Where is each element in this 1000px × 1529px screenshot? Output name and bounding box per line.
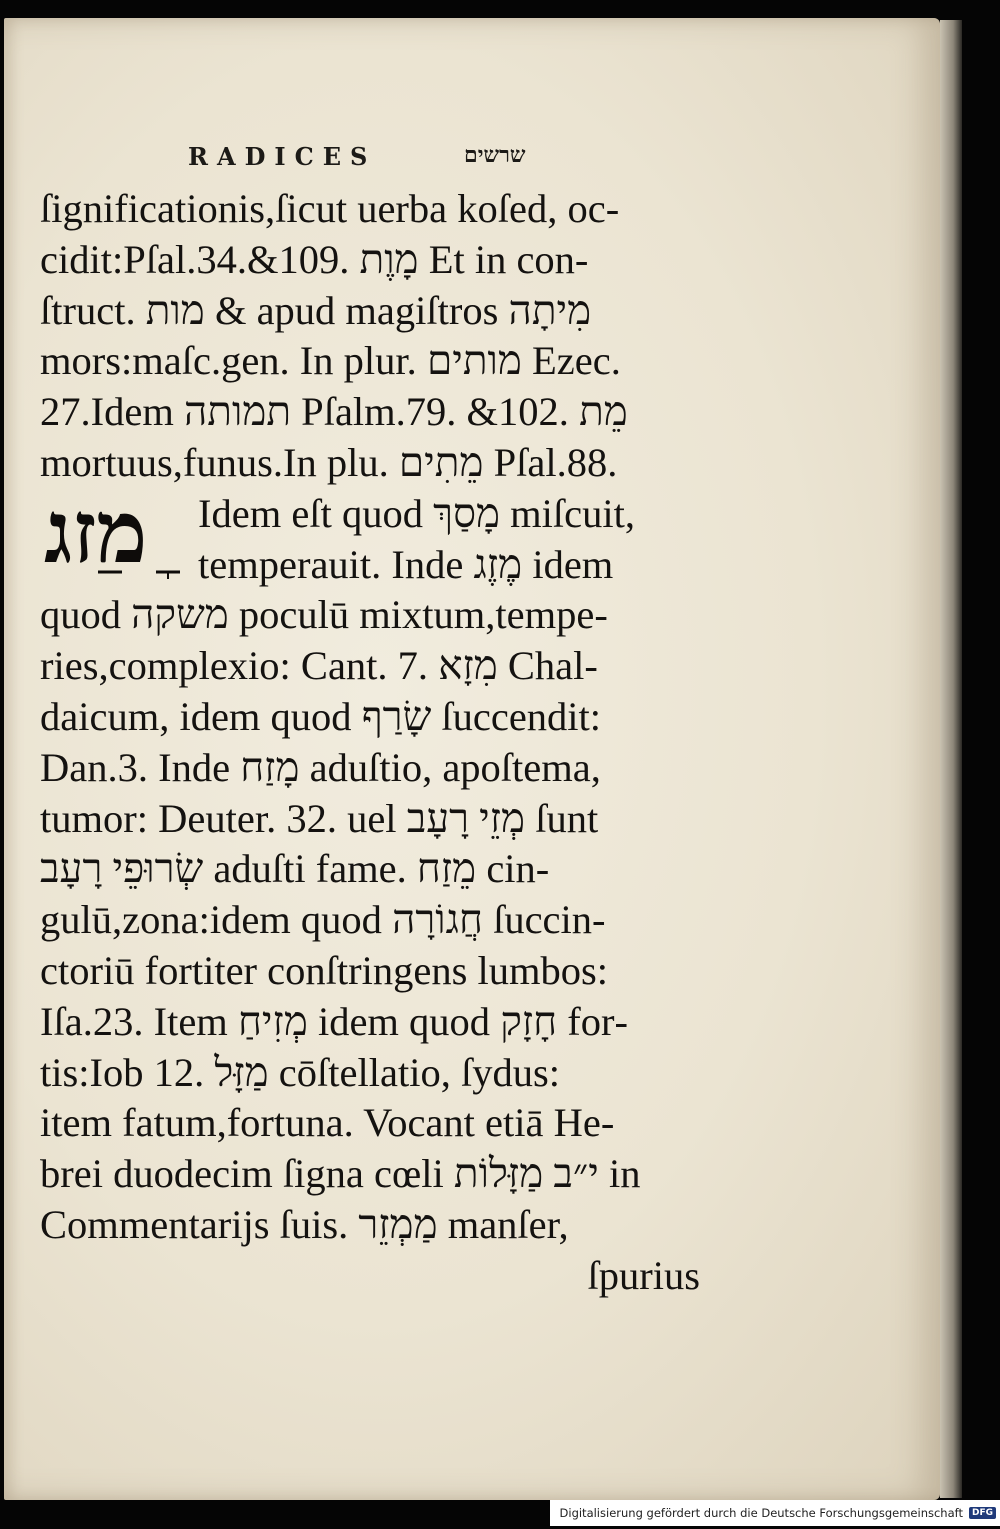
text-line: cidit:Pſal.34.&109. מָוֶת Et in con‐ (40, 236, 589, 282)
text-line: mortuus,funus.In plu. מֵתִים Pſal.88. (40, 439, 618, 485)
text-line: tis:Iob 12. מַזָּל cōſtellatio, ſydus: (40, 1049, 560, 1095)
running-head-title: RADICES (188, 142, 377, 171)
text-line: ſtruct. מות & apud magiſtros מִיתָה (40, 287, 592, 333)
running-head-hebrew: שרשים (464, 142, 526, 168)
dfg-logo: DFG (969, 1507, 996, 1519)
text-line: tumor: Deuter. 32. uel מְזֵי רָעָב ſunt (40, 795, 599, 841)
credit-text: Digitalisierung gefördert durch die Deutsche Forschungsgemeinschaft (559, 1506, 963, 1520)
text-line: Dan.3. Inde מָזַח aduſtio, apoſtema, (40, 744, 601, 790)
text-line: ries,complexio: Cant. 7. מִזָא Chal‐ (40, 643, 598, 689)
catchword: ſpurius (587, 1252, 700, 1298)
text-line: ctoriū fortiter conſtringens lumbos: (40, 947, 609, 993)
text-line: item fatum,fortuna. Vocant etiā He‐ (40, 1100, 615, 1146)
text-line: Idem eſt quod מָסַךְ miſcuit, (198, 490, 636, 536)
text-line: temperauit. Inde מֶזֶג idem (198, 541, 614, 587)
text-line: daicum, idem quod שָׂרַף ſuccendit: (40, 693, 602, 739)
text-line: Iſa.23. Item מְזִיחַ idem quod חָזָק for‐ (40, 998, 628, 1044)
hebrew-initial-root: מזג (44, 482, 148, 583)
page-header (188, 142, 608, 176)
text-line: שְׂרוּפֵי רָעָב aduſti fame. מֵזַח cin‐ (40, 846, 550, 892)
text-line: mors:maſc.gen. In plur. מותים Ezec. (40, 338, 621, 384)
text-line: 27.Idem תמותה Pſalm.79. &102. מֵת (40, 389, 628, 435)
text-line: brei duodecim ſigna cœli י״ב מַזָּלוֹת in (40, 1151, 641, 1197)
text-line: gulū,zona:idem quod חֲגוֹרָה ſuccin‐ (40, 897, 606, 943)
page-edge (940, 20, 962, 1498)
text-line: quod משקה poculū mixtum,tempe‐ (40, 592, 608, 638)
digitization-credit (550, 1500, 1000, 1526)
text-line: ſignificationis,ſicut uerba koſed, oc‐ (40, 186, 620, 231)
page-body-text (40, 184, 700, 1302)
text-line: Commentarijs ſuis. מַמְזֵר manſer, (40, 1201, 569, 1247)
